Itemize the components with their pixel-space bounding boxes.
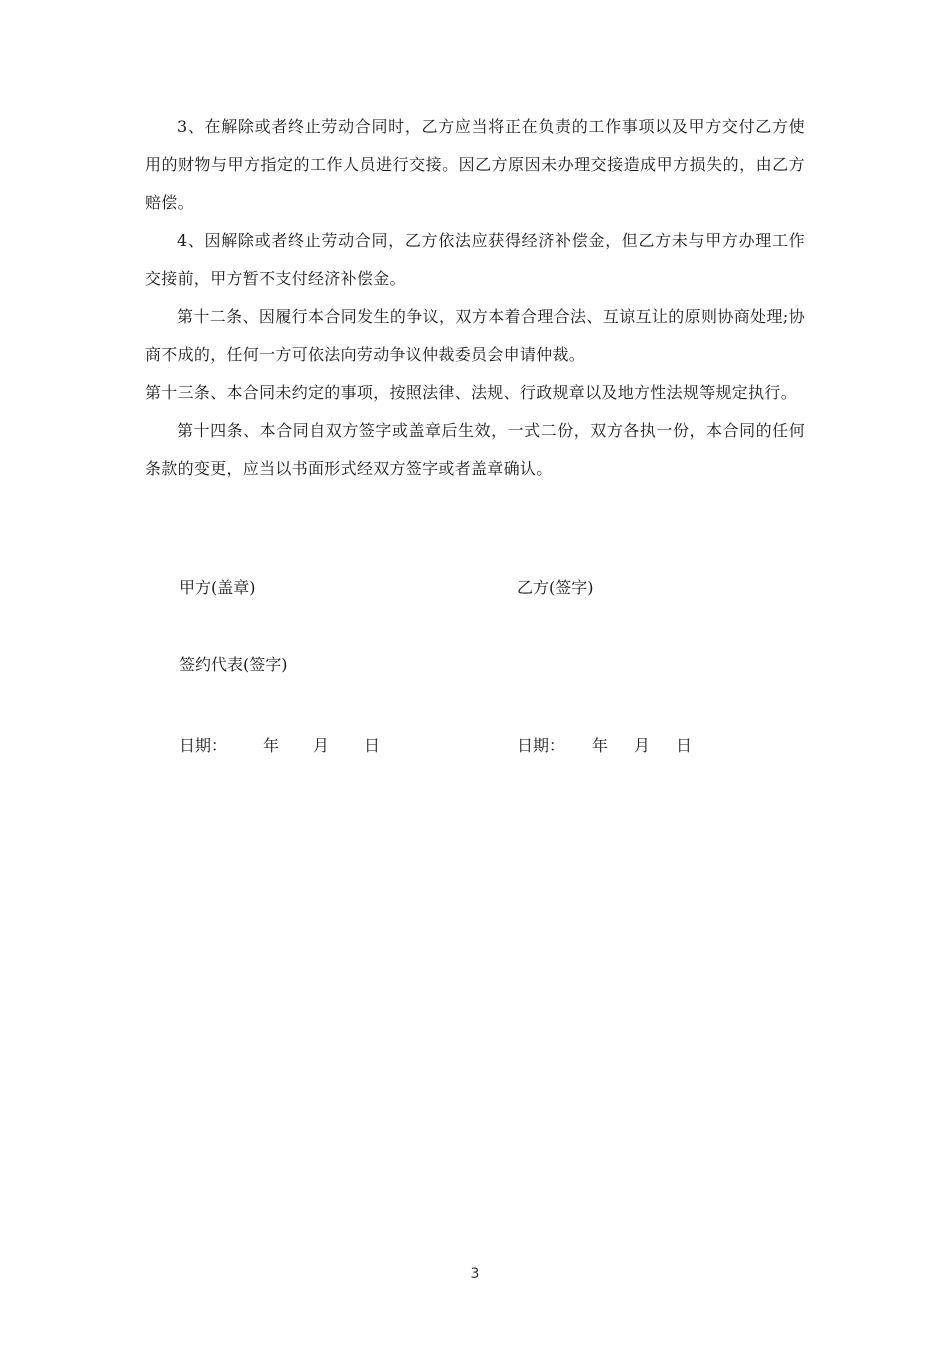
clause-handover: 3、在解除或者终止劳动合同时，乙方应当将正在负责的工作事项以及甲方交付乙方使用的财物与甲方指定的工作人员进行交接。因乙方原因未办理交接造成甲方损失的，由乙方赔偿。: [145, 117, 805, 212]
date-month: 月: [313, 736, 330, 755]
page-number: 3: [470, 1266, 480, 1282]
date-year: 年: [263, 736, 280, 755]
date-month: 月: [634, 736, 651, 755]
party-b-signature-label: 乙方(签字): [517, 578, 594, 597]
party-a-seal-label: 甲方(盖章): [179, 578, 256, 597]
date-year: 年: [592, 736, 609, 755]
article-13: 第十三条、本合同未约定的事项，按照法律、法规、行政规章以及地方性法规等规定执行。: [145, 383, 798, 402]
article-14: 第十四条、本合同自双方签字或盖章后生效，一式二份，双方各执一份，本合同的任何条款的变更，应当以书面形式经双方签字或者盖章确认。: [145, 421, 805, 478]
date-day: 日: [364, 736, 381, 755]
party-a-date: [179, 736, 439, 756]
clause-compensation: 4、因解除或者终止劳动合同，乙方依法应获得经济补偿金，但乙方未与甲方办理工作交接前，甲方暂不支付经济补偿金。: [145, 231, 805, 288]
party-b-date: [517, 736, 737, 756]
date-day: 日: [676, 736, 693, 755]
date-label: 日期：: [179, 736, 228, 755]
article-12: 第十二条、因履行本合同发生的争议，双方本着合理合法、互谅互让的原则协商处理;协商不成的，任何一方可依法向劳动争议仲裁委员会申请仲裁。: [145, 307, 805, 364]
date-label: 日期：: [517, 736, 566, 755]
representative-signature-label: 签约代表(签字): [179, 655, 288, 674]
contract-body: [145, 108, 805, 488]
